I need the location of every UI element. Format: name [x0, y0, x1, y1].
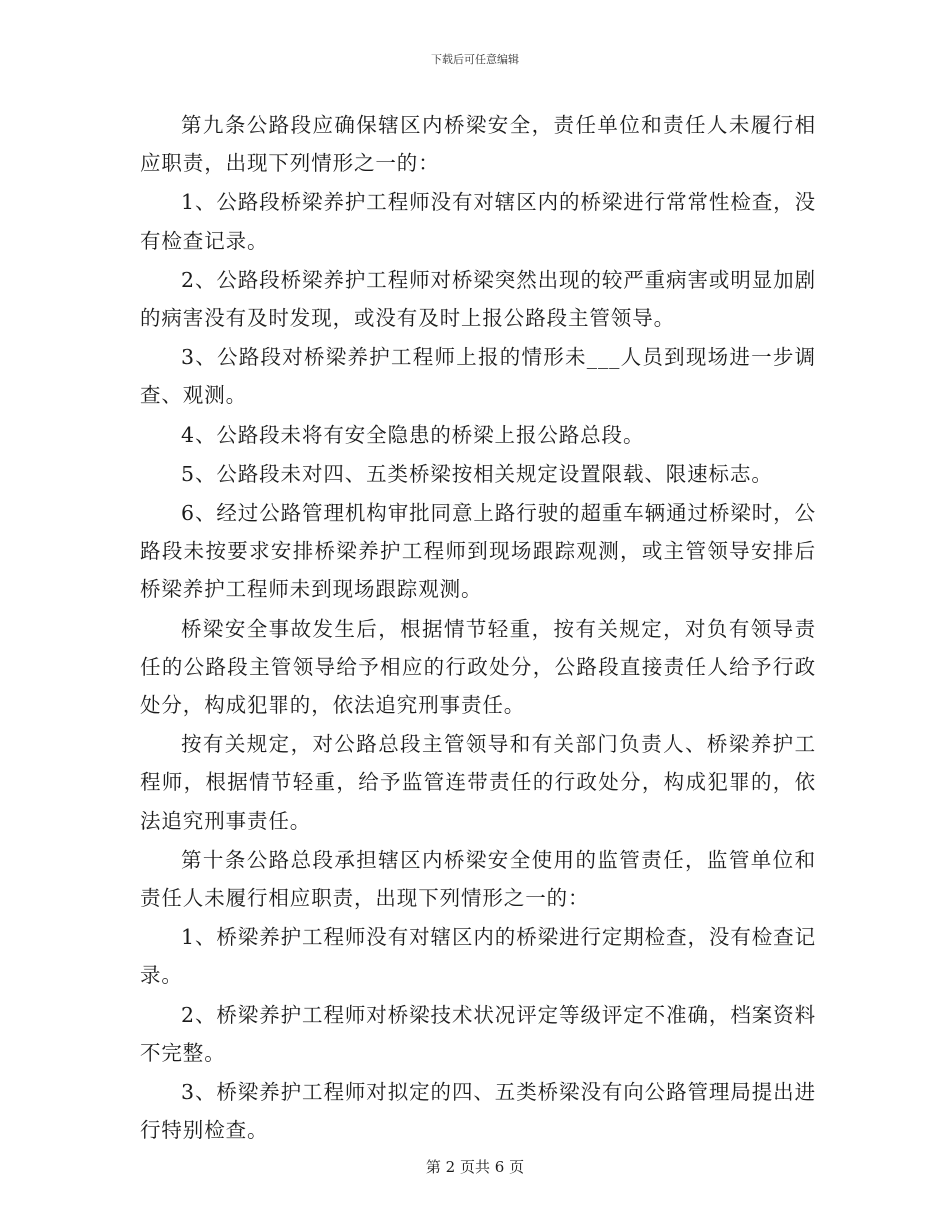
paragraph-item-1: 1、公路段桥梁养护工程师没有对辖区内的桥梁进行常常性检查，没有检查记录。 — [140, 190, 816, 253]
paragraph-accident-liability: 桥梁安全事故发生后，根据情节轻重，按有关规定，对负有领导责任的公路段主管领导给予相应的行政处分，公路段直接责任人给予行政处分，构成犯罪的，依法追究刑事责任。 — [140, 616, 816, 718]
page-header-note: 下载后可任意编辑 — [431, 53, 519, 66]
paragraph-article-10-item-1: 1、桥梁养护工程师没有对辖区内的桥梁进行定期检查，没有检查记录。 — [140, 925, 816, 988]
paragraph-item-5: 5、公路段未对四、五类桥梁按相关规定设置限载、限速标志。 — [181, 461, 773, 486]
paragraph-article-10: 第十条公路总段承担辖区内桥梁安全使用的监管责任，监管单位和责任人未履行相应职责，出现下列情形之一的： — [140, 847, 816, 911]
paragraph-article-9: 第九条公路段应确保辖区内桥梁安全，责任单位和责任人未履行相应职责，出现下列情形之一的： — [140, 113, 816, 176]
paragraph-article-10-item-2: 2、桥梁养护工程师对桥梁技术状况评定等级评定不准确，档案资料不完整。 — [140, 1002, 816, 1065]
paragraph-item-4: 4、公路段未将有安全隐患的桥梁上报公路总段。 — [181, 422, 645, 447]
document-body — [140, 106, 816, 1150]
paragraph-supervision-liability: 按有关规定，对公路总段主管领导和有关部门负责人、桥梁养护工程师，根据情节轻重，给予监管连带责任的行政处分，构成犯罪的，依法追究刑事责任。 — [140, 732, 816, 833]
paragraph-item-6: 6、经过公路管理机构审批同意上路行驶的超重车辆通过桥梁时，公路段未按要求安排桥梁养护工程师到现场跟踪观测，或主管领导安排后桥梁养护工程师未到现场跟踪观测。 — [140, 501, 816, 602]
paragraph-item-3: 3、公路段对桥梁养护工程师上报的情形未___人员到现场进一步调查、观测。 — [140, 345, 816, 408]
page-number: 第 2 页共 6 页 — [425, 1158, 525, 1176]
paragraph-item-2: 2、公路段桥梁养护工程师对桥梁突然出现的较严重病害或明显加剧的病害没有及时发现，或没有及时上报公路段主管领导。 — [140, 267, 816, 331]
paragraph-article-10-item-3: 3、桥梁养护工程师对拟定的四、五类桥梁没有向公路管理局提出进行特别检查。 — [140, 1080, 816, 1143]
